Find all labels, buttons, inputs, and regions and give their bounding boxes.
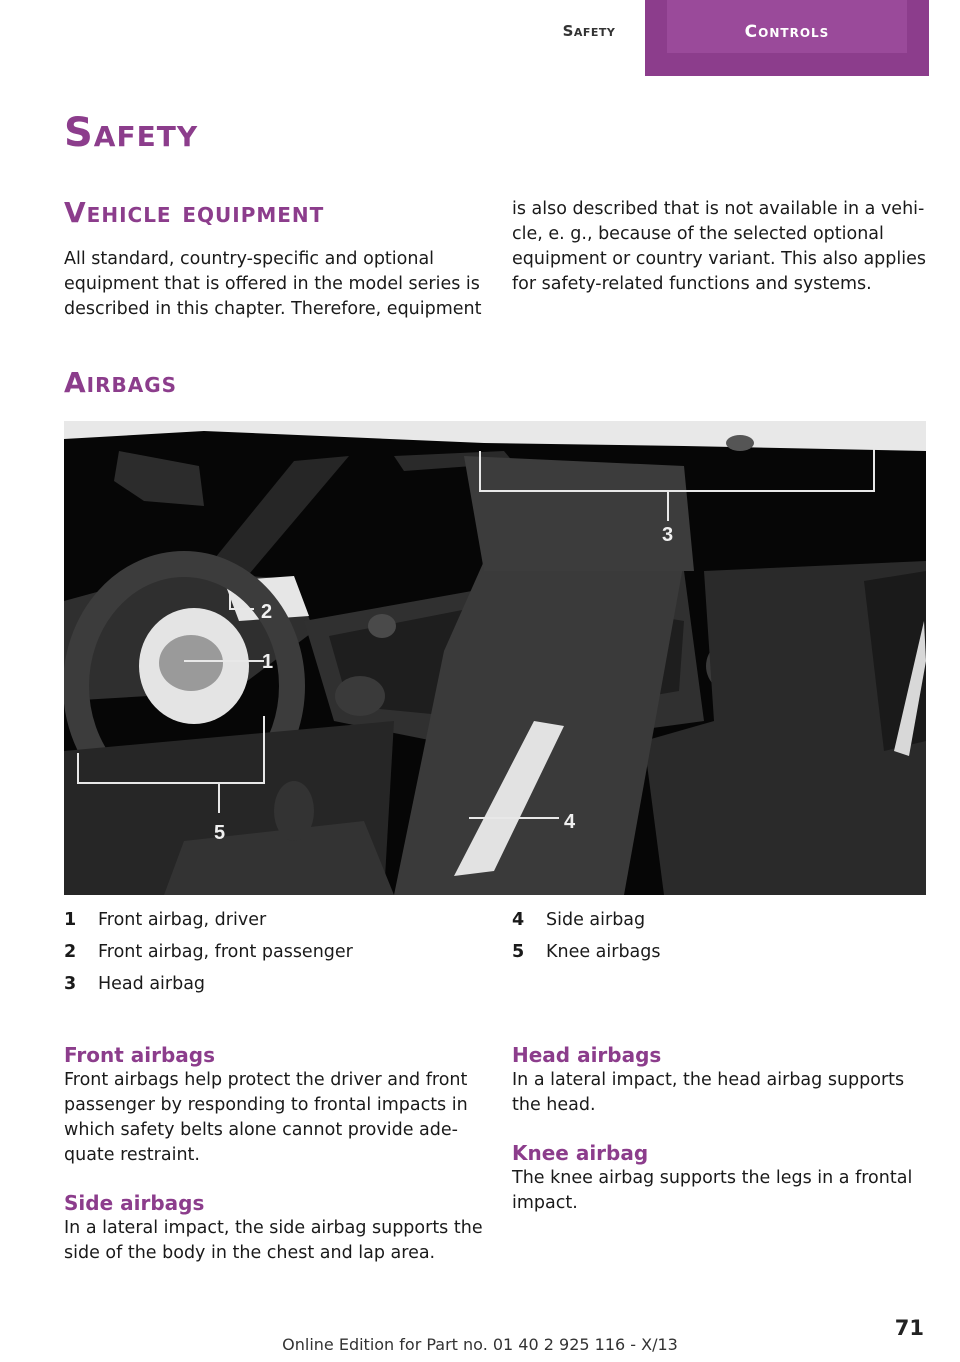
callout-2: 2 bbox=[261, 601, 273, 623]
legend-left bbox=[64, 904, 484, 1000]
callout-1: 1 bbox=[262, 651, 274, 673]
header-tab-safety: Safety bbox=[562, 22, 616, 40]
callout-3: 3 bbox=[662, 524, 674, 546]
text-knee-airbag: The knee airbag supports the legs in a frontal impact. bbox=[512, 1168, 913, 1213]
legend-number: 2 bbox=[64, 942, 77, 962]
heading-front-airbags: Front airbags bbox=[64, 1043, 215, 1067]
text-front-airbags: Front airbags help protect the driver and front passenger by responding to frontal impacts in which safety belts alone cannot provide adequate restraint. bbox=[64, 1070, 468, 1165]
header-tab-controls-label: Controls bbox=[667, 0, 907, 53]
legend-number: 5 bbox=[512, 942, 525, 962]
heading-side-airbags: Side airbags bbox=[64, 1191, 205, 1215]
legend-number: 3 bbox=[64, 974, 77, 994]
legend-number: 4 bbox=[512, 910, 525, 930]
page-title: Safety bbox=[64, 110, 199, 156]
legend-item bbox=[64, 904, 484, 936]
legend-item bbox=[64, 936, 484, 968]
column-left bbox=[64, 1042, 484, 1266]
legend-label: Knee airbags bbox=[546, 942, 661, 962]
section-title-vehicle-equipment: Vehicle equipment bbox=[64, 196, 325, 229]
legend-item bbox=[64, 968, 484, 1000]
column-right bbox=[512, 1042, 928, 1216]
airbag-locations-photo bbox=[64, 421, 926, 895]
car-interior-illustration bbox=[64, 421, 926, 895]
heading-knee-airbag: Knee airbag bbox=[512, 1141, 649, 1165]
legend-label: Front airbag, driver bbox=[98, 910, 267, 930]
text-side-airbags: In a lateral impact, the side airbag supports the side of the body in the chest and lap area. bbox=[64, 1218, 483, 1263]
legend-label: Front airbag, front passenger bbox=[98, 942, 353, 962]
text-head-airbags: In a lateral impact, the head airbag supports the head. bbox=[512, 1070, 905, 1115]
legend-item bbox=[512, 936, 928, 968]
legend-label: Side airbag bbox=[546, 910, 646, 930]
legend-right bbox=[512, 904, 928, 968]
legend-item bbox=[512, 904, 928, 936]
callout-4: 4 bbox=[564, 811, 576, 833]
footer-edition: Online Edition for Part no. 01 40 2 925 116 - X/13 bbox=[282, 1335, 678, 1354]
section-title-airbags: Airbags bbox=[64, 366, 178, 399]
intro-text-right: is also described that is not available in a vehicle, e. g., because of the selected optional equipment or country variant. This also applies for safety-related functions and systems. bbox=[512, 199, 927, 294]
header-tab-controls bbox=[645, 0, 929, 76]
heading-head-airbags: Head airbags bbox=[512, 1043, 662, 1067]
callout-5: 5 bbox=[214, 822, 226, 844]
intro-text-left: All standard, country-specific and optional equipment that is offered in the model series is described in this chapter. Therefore, equipment bbox=[64, 249, 482, 319]
page-number: 71 bbox=[894, 1316, 924, 1340]
legend-label: Head airbag bbox=[98, 974, 206, 994]
legend-number: 1 bbox=[64, 910, 77, 930]
